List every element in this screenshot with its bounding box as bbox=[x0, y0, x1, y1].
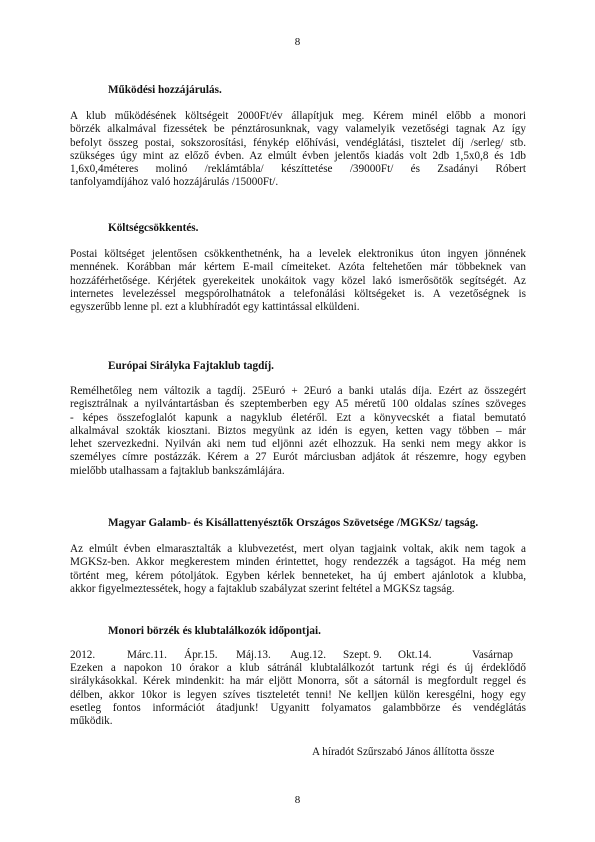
text-line: - képes összefoglalót kapunk a nagyklub életéről. Ezt a könyvecskét a fiatal bemutató bbox=[70, 411, 526, 424]
text-line: egyszerűbb lenne pl. ezt a klubhíradót egy kattintással elküldeni. bbox=[70, 301, 360, 314]
schedule-year: 2012. bbox=[70, 649, 96, 661]
schedule-date: Márc.11. bbox=[127, 649, 167, 661]
schedule-date: Máj.13. bbox=[236, 649, 271, 661]
paragraph-koltsegcsokkentes bbox=[70, 248, 526, 314]
paragraph-sziralyka-fajtaklub-tagdij bbox=[70, 385, 526, 478]
schedule-row bbox=[70, 649, 526, 662]
page-number-top: 8 bbox=[294, 36, 301, 48]
text-line: akkor figyelmeztessétek, hogy a fajtaklub szabályzat szerint feltétel a MGKSz tagság. bbox=[70, 582, 455, 595]
text-line: 1,6x0,4méteres molinó /reklámtábla/ készíttetése /39000Ft/ és Zsadányi Róbert bbox=[70, 163, 526, 176]
schedule-day: Vasárnap bbox=[472, 649, 514, 661]
page-number-bottom: 8 bbox=[294, 794, 301, 806]
text-line: személyes címre postázzák. Kérem a 27 Eurót márciusban adjátok át részemre, hogy egyben bbox=[70, 451, 526, 464]
text-line: történt meg, kérem pótoljátok. Egyben kérlek benneteket, ha új embert ajánlotok a klubba, bbox=[70, 569, 526, 582]
text-line: internetes levelezéssel megspórolhatnátok a telefonálási költségeket is. A vezetőségnek is bbox=[70, 287, 526, 300]
text-line: mennének. Korábban már kértem E-mail címeiteket. Azóta feltehetően már többeknek van bbox=[70, 261, 526, 274]
heading-koltsegcsokkentes: Költségcsökkentés. bbox=[108, 222, 199, 234]
heading-sziralyka-fajtaklub-tagdij: Európai Sirályka Fajtaklub tagdíj. bbox=[108, 360, 274, 372]
text-line: A klub működésének költségeit 2000Ft/év állapítjuk meg. Kérem minél előbb a monori bbox=[70, 110, 526, 122]
text-line: működik. bbox=[70, 715, 113, 728]
text-line: tanfolyamdíjához való hozzájárulás /15000Ft/. bbox=[70, 176, 279, 189]
text-line: esetleg fontos információt átadjunk! Ugyanitt folyamatos galambbörze és vendéglátás bbox=[70, 701, 526, 714]
text-line: sirálykásokkal. Kérek mindenkit: ha már eljött Monorra, sőt a sátornál is megfordult reggel és bbox=[70, 675, 526, 688]
schedule-date: Aug.12. bbox=[290, 649, 327, 661]
text-line: délben, akkor 10kor is legyen szíves tiszteletét tenni! Ne kelljen külön keresgélni, hogy egy bbox=[70, 688, 526, 701]
text-line: regisztrálnak a nyilvántartásban és szeptemberben egy A5 méretű 100 oldalas színes szöveges bbox=[70, 398, 526, 411]
heading-mgksz-tagsag: Magyar Galamb- és Kisállattenyésztők Országos Szövetsége /MGKSz/ tagság. bbox=[108, 517, 479, 529]
paragraph-borzek-idopontjai bbox=[70, 662, 526, 728]
schedule-date: Okt.14. bbox=[398, 649, 432, 661]
text-line: alkalmával szokták kiosztani. Biztos megyünk az idén is egyen, ketten vagy többen – már bbox=[70, 424, 526, 437]
signature-line: A híradót Szűrszabó János állította össze bbox=[312, 746, 495, 758]
heading-mukodesi-hozzajarulas: Működési hozzájárulás. bbox=[108, 84, 222, 96]
text-line: MGKSz-ben. Akkor megkerestem minden érintettet, hogy rendezzék a tagságot. Ha még nem bbox=[70, 556, 526, 569]
text-line: befolyt összeg postai, sokszorosítási, fénykép előhívási, vendéglátási, tisztelet díj /serleg/ stb. bbox=[70, 136, 526, 149]
text-line: Remélhetőleg nem változik a tagdíj. 25Euró + 2Euró a banki utalás díja. Ezért az összegért bbox=[70, 385, 526, 397]
heading-borzek-idopontjai: Monori börzék és klubtalálkozók időpontjai. bbox=[108, 625, 321, 637]
text-line: Postai költséget jelentősen csökkenthetnénk, ha a levelek elektronikus úton ingyen jönnének bbox=[70, 248, 526, 260]
paragraph-mgksz-tagsag bbox=[70, 543, 526, 596]
text-line: börzék alkalmával fizessétek be pénztárosunknak, vagy valamelyik vezetőségi tagnak Az így bbox=[70, 123, 526, 136]
text-line: Az elmúlt évben elmarasztalták a klubvezetést, mert olyan tagjaink voltak, akik nem tagok a bbox=[70, 543, 526, 555]
text-line: hozzáférhetősége. Kérjétek gyerekeitek unokáitok vagy közel lakó ismerősötök segítségét. Az bbox=[70, 274, 526, 287]
text-line: szükséges úgy mint az előző évben. Az elmúlt évben jelentős kiadás volt 2db 1,5x0,8 és 1db bbox=[70, 149, 526, 162]
schedule-date: Szept. 9. bbox=[343, 649, 382, 661]
text-line: mielőbb utalhassam a fajtaklub bankszámlájára. bbox=[70, 464, 285, 477]
text-line: lehet szervezkedni. Nyilván aki nem tud eljönni azét elhozzuk. Ha senki nem megy akkor is bbox=[70, 438, 526, 451]
schedule-date: Ápr.15. bbox=[184, 649, 218, 661]
text-line: Ezeken a napokon 10 órakor a klub sátránál klubtalálkozót tartunk régi és új érdeklődő bbox=[70, 662, 526, 674]
paragraph-mukodesi-hozzajarulas bbox=[70, 110, 526, 190]
